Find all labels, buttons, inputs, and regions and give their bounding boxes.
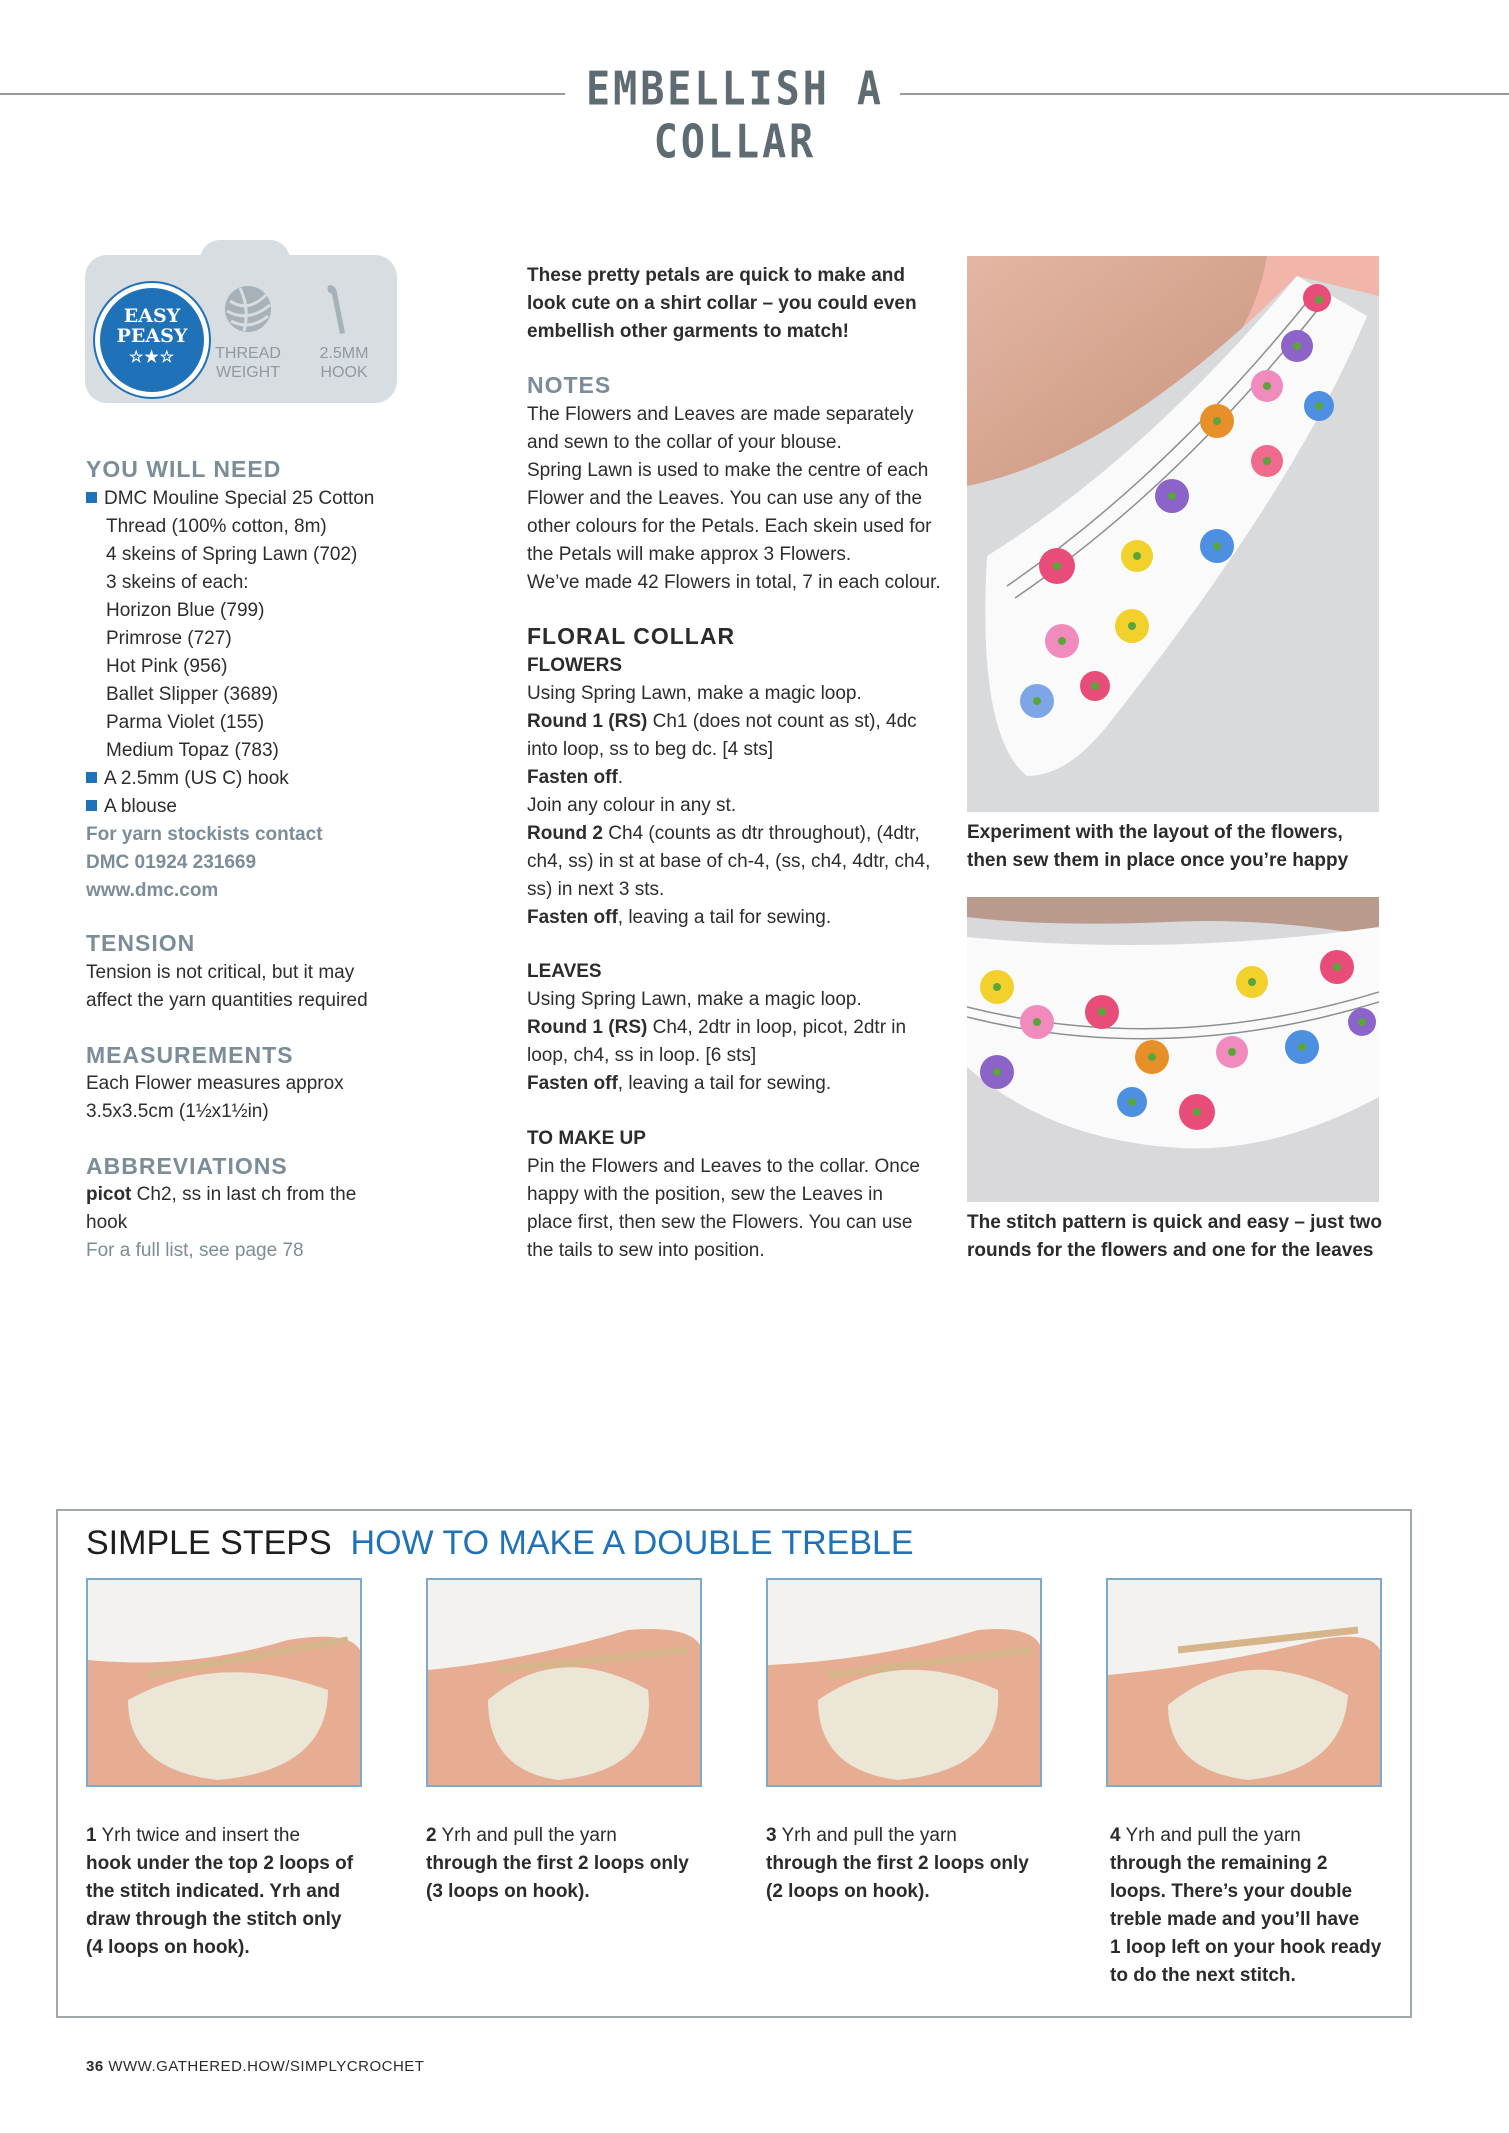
bullet-icon (86, 800, 97, 811)
collar-photo-main (967, 256, 1379, 812)
make-up-instructions: TO MAKE UP Pin the Flowers and Leaves to the collar. Once happy with the position, sew the Leaves in place first, then sew the Flowers. You can use the tails to sew into position. (527, 1125, 967, 1265)
step-4-photo (1106, 1578, 1382, 1787)
step-1-photo (86, 1578, 362, 1787)
leaves-subheading: LEAVES (527, 961, 602, 982)
yarn-skein-item: Parma Violet (155) (106, 712, 265, 733)
step-1-text: 1 Yrh twice and insert the hook under the top 2 loops of the stitch indicated. Yrh and draw through the stitch only (4 loops on hook). (86, 1825, 354, 1958)
yarn-skein-item: Primrose (727) (106, 628, 232, 649)
page-footer (86, 2058, 424, 2075)
notes-heading: NOTES (527, 372, 612, 398)
measurements-heading: MEASUREMENTS (86, 1042, 294, 1068)
easy-peasy-badge (95, 283, 209, 397)
page-number: 36 (86, 2058, 104, 2075)
yarn-skein-item: Ballet Slipper (3689) (106, 684, 279, 705)
badge-line2: PEASY (116, 325, 188, 347)
yarn-skein-item: Horizon Blue (799) (106, 600, 265, 621)
yarn-skein-item: 3 skeins of each: (106, 572, 249, 593)
crochet-hook-icon (322, 282, 348, 338)
measurements-text: Each Flower measures approx 3.5x3.5cm (1½x1½in) (86, 1073, 344, 1122)
yarn-skein-item: 4 skeins of Spring Lawn (702) (106, 544, 358, 565)
stockist-line: For yarn stockists contact (86, 824, 323, 845)
collar-photo-back (967, 897, 1379, 1202)
step-2-text: 2 Yrh and pull the yarn through the first 2 loops only (3 loops on hook). (426, 1825, 689, 1902)
step-3-photo (766, 1578, 1042, 1787)
flowers-instructions: FLOWERS Using Spring Lawn, make a magic loop. Round 1 (RS) Ch1 (does not count as st), 4dc into loop, ss to beg dc. [4 sts] Fasten off. Join any colour in any st. Round 2 Ch4 (counts as dtr throughout), (4dtr, ch4, ss) in st at base of ch-4, (ss, ch4, 4dtr, ch4, ss) in next 3 sts. Fasten off, leaving a tail for sewing. (527, 652, 967, 932)
stockist-phone: DMC 01924 231669 (86, 852, 257, 873)
yarn-ball-icon (222, 283, 274, 335)
thread-weight-label: THREAD WEIGHT (215, 345, 281, 381)
tension-heading: TENSION (86, 930, 196, 956)
tension-text: Tension is not critical, but it may affect the yarn quantities required (86, 962, 368, 1011)
photo1-caption: Experiment with the layout of the flowers, then sew them in place once you’re happy (967, 822, 1349, 871)
full-list-reference: For a full list, see page 78 (86, 1240, 304, 1261)
yarn-skein-item: Medium Topaz (783) (106, 740, 279, 761)
star-icon: ☆★☆ (128, 347, 176, 366)
make-up-subheading: TO MAKE UP (527, 1128, 646, 1149)
you-will-need-heading: YOU WILL NEED (86, 456, 282, 482)
floral-collar-heading: FLORAL COLLAR (527, 623, 736, 649)
abbreviations-text: picot Ch2, ss in last ch from the hook For a full list, see page 78 (86, 1181, 416, 1265)
you-will-need-list: DMC Mouline Special 25 Cotton Thread (100% cotton, 8m) 4 skeins of Spring Lawn (702) 3 skeins of each: Horizon Blue (799) Primrose (727) Hot Pink (956) Ballet Slipper (3689) Parma Violet (155) Medium Topaz (783) A 2.5mm (US C) hook A blouse For yarn stockists contact DMC 01924 231669 www.dmc.com (86, 485, 416, 905)
bullet-icon (86, 772, 97, 783)
step-2-photo (426, 1578, 702, 1787)
leaves-instructions: LEAVES Using Spring Lawn, make a magic loop. Round 1 (RS) Ch4, 2dtr in loop, picot, 2dtr in loop, ch4, ss in loop. [6 sts] Fasten off, leaving a tail for sewing. (527, 958, 967, 1098)
header-rule-right (900, 93, 1509, 95)
header-rule-left (0, 93, 565, 95)
footer-url[interactable]: WWW.GATHERED.HOW/SIMPLYCROCHET (103, 2058, 425, 2075)
abbreviations-heading: ABBREVIATIONS (86, 1153, 288, 1179)
stockist-website-link[interactable]: www.dmc.com (86, 880, 219, 901)
step-3-text: 3 Yrh and pull the yarn through the first 2 loops only (2 loops on hook). (766, 1825, 1029, 1902)
photo2-caption: The stitch pattern is quick and easy – just two rounds for the flowers and one for the leaves (967, 1212, 1382, 1261)
yarn-skein-item: Hot Pink (956) (106, 656, 228, 677)
simple-steps-title: SIMPLE STEPS HOW TO MAKE A DOUBLE TREBLE (86, 1524, 914, 1562)
flowers-subheading: FLOWERS (527, 655, 622, 676)
badge-line1: EASY (123, 305, 181, 327)
notes-text: The Flowers and Leaves are made separately and sewn to the collar of your blouse. Spring Lawn is used to make the centre of each Flower and the Leaves. You can use any of the other colours for the Petals. Each skein used for the Petals will make approx 3 Flowers. We’ve made 42 Flowers in total, 7 in each colour. (527, 404, 941, 593)
intro-text: These pretty petals are quick to make and look cute on a shirt collar – you could even embellish other garments to match! (527, 265, 917, 342)
step-4-text: 4 Yrh and pull the yarn through the remaining 2 loops. There’s your double treble made and you’ll have 1 loop left on your hook ready to do the next stitch. (1110, 1825, 1382, 1986)
bullet-icon (86, 492, 97, 503)
section-title: EMBELLISH A COLLAR (586, 63, 884, 169)
hook-size-label: 2.5MM HOOK (319, 345, 369, 381)
